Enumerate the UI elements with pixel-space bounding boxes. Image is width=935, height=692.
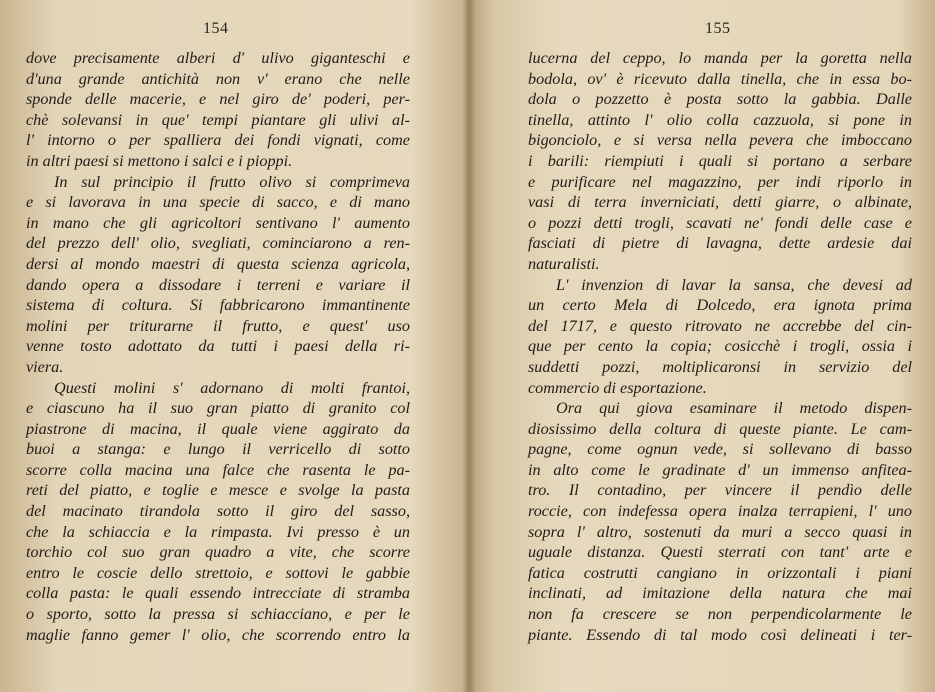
- text-line: vasi di terra inverniciati, detti giarre, o albinate,: [528, 193, 912, 212]
- text-line: del macinato tirandola sotto il giro del sasso,: [26, 502, 410, 521]
- text-line: L' invenzion di lavar la sansa, che devesi ad: [556, 275, 912, 294]
- text-line: dando opera a dissodare i terreni e variare il: [26, 275, 410, 294]
- page-number: 155: [705, 20, 731, 37]
- text-line: entro le coscie dello strettoio, e sottovi le gabbie: [26, 563, 410, 582]
- text-line: roccie, con indefessa opera inalza terrapieni, l' uno: [528, 502, 912, 521]
- left-page: [0, 0, 462, 692]
- text-line: un certo Mela di Dolcedo, era ignota prima: [528, 296, 912, 315]
- text-line: lucerna del ceppo, lo manda per la goretta nella: [528, 49, 912, 67]
- text-line: non fa crescere se non perpendicolarmente le: [528, 605, 912, 624]
- text-line: scorre colla macina una falce che rasenta le pa-: [26, 460, 410, 479]
- text-line: commercio di esportazione.: [528, 378, 707, 397]
- text-line: chè solevansi in que' tempi piantare gli ulivi al-: [26, 110, 410, 129]
- text-line: i barili: riempiuti i quali si portano a serbare: [528, 151, 912, 170]
- text-line: uguale distanza. Questi sterrati con tant' arte e: [528, 543, 912, 562]
- page-text-block: [26, 48, 410, 645]
- text-line: naturalisti.: [528, 254, 600, 273]
- text-line: in altri paesi si mettono i salci e i pioppi.: [26, 151, 293, 170]
- text-line: dola o pozzetto è posta sotto la gabbia. Dalle: [528, 90, 912, 109]
- text-line: in alto come le gradinate d' un immenso anfitea-: [528, 460, 912, 479]
- text-line: bodola, ov' è ricevuto dalla tinella, che in essa bo-: [528, 69, 912, 88]
- text-line: sistema di coltura. Si fabbricarono immantinente: [26, 296, 410, 315]
- text-line: Questi molini s' adornano di molti frantoi,: [54, 378, 410, 397]
- text-line: e ciascuno ha il suo gran piatto di granito col: [26, 399, 410, 418]
- text-line: del 1717, e questo ritrovato ne accrebbe del cin-: [528, 316, 912, 335]
- text-line: piante. Essendo di tal modo così delineati i ter-: [528, 625, 912, 644]
- text-line: tinella, attinto l' olio colla cazzuola, si pone in: [528, 110, 912, 129]
- text-line: l' intorno o per spalliera dei fondi vignati, come: [26, 131, 410, 150]
- text-line: colla pasta: le quali essendo intrecciate di stramba: [26, 584, 410, 603]
- text-line: e si lavorava in una specie di sacco, e di mano: [26, 193, 410, 212]
- text-line: pagne, come ognun vede, si sollevano di basso: [528, 440, 912, 459]
- text-line: sopra l' altro, sostenuti da muri a secco quasi in: [528, 522, 912, 541]
- text-line: fatica costrutti cangiano in orizzontali i piani: [528, 563, 912, 582]
- page-number: 154: [203, 20, 229, 37]
- text-line: molini per triturarne il frutto, e quest' uso: [26, 316, 410, 335]
- book-gutter: [462, 0, 476, 692]
- text-line: dove precisamente alberi d' ulivo giganteschi e: [26, 49, 410, 67]
- text-line: del prezzo dell' olio, svegliati, cominciarono a ren-: [26, 234, 410, 253]
- text-line: inclinati, ad imitazione della natura che mai: [528, 584, 912, 603]
- page-text-block: [528, 48, 912, 645]
- text-line: In sul principio il frutto olivo si comprimeva: [54, 172, 410, 191]
- text-line: piastrone di macina, il quale viene aggirato da: [26, 419, 410, 438]
- text-line: e purificare nel magazzino, per indi riporlo in: [528, 172, 912, 191]
- text-line: dersi al mondo maestri di questa scienza agricola,: [26, 254, 410, 273]
- text-line: diosissimo della coltura di queste piante. Le cam-: [528, 419, 912, 438]
- text-line: reti del piatto, e toglie e mesce e svolge la pasta: [26, 481, 410, 500]
- text-line: o pozzi detti trogli, scavati ne' fondi delle case e: [528, 213, 912, 232]
- text-line: fasciati di pietre di lavagna, dette ardesie dai: [528, 234, 912, 253]
- text-line: in mano che gli agricoltori sentivano l' aumento: [26, 213, 410, 232]
- text-line: o sporto, sotto la pressa si schiacciano, e per le: [26, 605, 410, 624]
- text-line: maglie fanno gemer l' olio, che scorrendo entro la: [26, 625, 410, 644]
- text-line: suddetti pozzi, moltiplicaronsi in servizio del: [528, 357, 912, 376]
- right-page: [476, 0, 935, 692]
- text-line: tro. Il contadino, per vincere il pendìo delle: [528, 481, 912, 500]
- text-line: sponde delle macerie, e nel giro de' poderi, per-: [26, 90, 410, 109]
- text-line: venne tosto adottato da tutti i paesi della ri-: [26, 337, 410, 356]
- text-line: che la schiaccia e la rimpasta. Ivi presso è un: [26, 522, 410, 541]
- text-line: buoi a stanga: e lungo il verricello di sotto: [26, 440, 410, 459]
- text-line: d'una grande antichità non v' erano che nelle: [26, 69, 410, 88]
- text-line: torchio col suo gran quadro a vite, che scorre: [26, 543, 410, 562]
- text-line: viera.: [26, 357, 64, 376]
- text-line: que per cento la copia; cosicchè i trogli, ossia i: [528, 337, 912, 356]
- text-line: bigonciolo, e si versa nella pevera che imboccano: [528, 131, 912, 150]
- text-line: Ora qui giova esaminare il metodo dispen-: [556, 399, 912, 418]
